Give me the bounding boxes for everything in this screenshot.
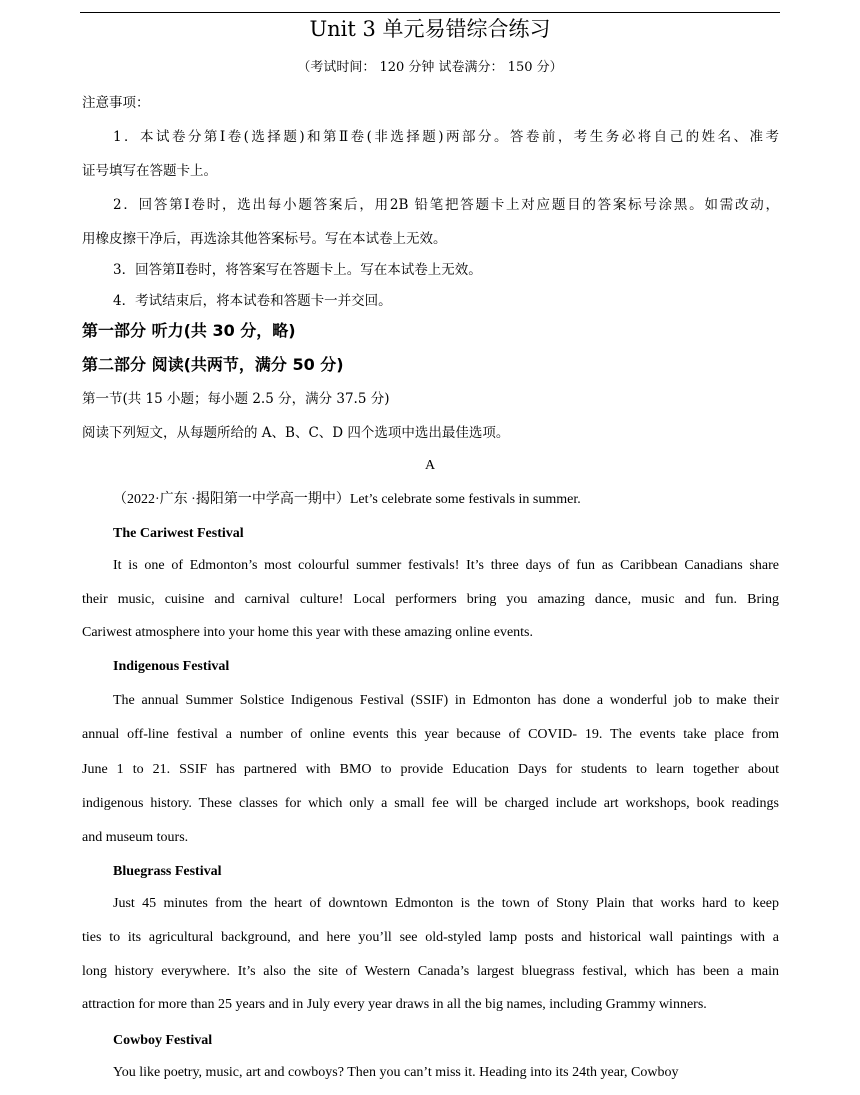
note-4: 4．考试结束后，将本试卷和答题卡一并交回。 — [113, 293, 392, 309]
bluegrass-line-2: ties to its agricultural background, and here you’ll see old-styled lamp posts and historical wall paintings with a — [82, 930, 779, 945]
notes-heading: 注意事项： — [82, 95, 150, 111]
exam-info: （考试时间： 120 分钟 试卷满分： 150 分） — [297, 60, 563, 75]
cariwest-line-3: Cariwest atmosphere into your home this year with these amazing online events. — [82, 625, 533, 640]
bluegrass-line-4: attraction for more than 25 years and in July every year draws in all the big names, including Grammy winners. — [82, 997, 707, 1012]
bluegrass-line-3: long history everywhere. It’s also the site of Western Canada’s largest bluegrass festival, which has been a main — [82, 964, 779, 979]
cariwest-line-1: It is one of Edmonton’s most colourful summer festivals! It’s three days of fun as Caribbean Canadians share — [113, 558, 779, 573]
indigenous-line-5: and museum tours. — [82, 830, 189, 845]
festival-heading-indigenous: Indigenous Festival — [113, 659, 230, 674]
bluegrass-line-1: Just 45 minutes from the heart of downtown Edmonton is the town of Stony Plain that works hard to keep — [113, 896, 779, 911]
festival-heading-bluegrass: Bluegrass Festival — [113, 864, 222, 879]
part-1-heading: 第一部分 听力(共 30 分，略) — [82, 321, 296, 340]
cowboy-line-1: You like poetry, music, art and cowboys? Then you can’t miss it. Heading into its 24th year, Cowboy — [113, 1065, 679, 1080]
note-3: 3．回答第Ⅱ卷时，将答案写在答题卡上。写在本试卷上无效。 — [113, 262, 482, 278]
note-1-line-2: 证号填写在答题卡上。 — [82, 163, 217, 179]
passage-label: A — [424, 458, 436, 473]
festival-heading-cariwest: The Cariwest Festival — [113, 526, 244, 541]
top-rule — [80, 12, 780, 13]
festival-heading-cowboy: Cowboy Festival — [113, 1033, 213, 1048]
section-1-heading: 第一节(共 15 小题；每小题 2.5 分，满分 37.5 分) — [82, 391, 390, 407]
page-title: Unit 3 单元易错综合练习 — [309, 17, 551, 41]
indigenous-line-4: indigenous history. These classes for which only a small fee will be charged include art workshops, book readings — [82, 796, 779, 811]
part-2-heading: 第二部分 阅读(共两节，满分 50 分) — [82, 355, 344, 374]
indigenous-line-2: annual off-line festival a number of online events this year because of COVID- 19. The events take place from — [82, 727, 779, 742]
note-2-line-2: 用橡皮擦干净后，再选涂其他答案标号。写在本试卷上无效。 — [82, 231, 447, 247]
instruction-text: 阅读下列短文，从每题所给的 A、B、C、D 四个选项中选出最佳选项。 — [82, 425, 510, 441]
passage-intro: （2022·广东 ·揭阳第一中学高一期中）Let’s celebrate some festivals in summer. — [113, 492, 581, 507]
note-1-line-1: 1．本试卷分第Ⅰ卷(选择题)和第Ⅱ卷(非选择题)两部分。答卷前，考生务必将自己的姓名、准考 — [113, 129, 779, 145]
indigenous-line-3: June 1 to 21. SSIF has partnered with BMO to provide Education Days for students to learn together about — [82, 762, 779, 777]
note-2-line-1: 2．回答第Ⅰ卷时，选出每小题答案后，用2B 铅笔把答题卡上对应题目的答案标号涂黑。如需改动， — [113, 197, 779, 213]
indigenous-line-1: The annual Summer Solstice Indigenous Festival (SSIF) in Edmonton has done a wonderful job to make their — [113, 693, 779, 708]
cariwest-line-2: their music, cuisine and carnival culture! Local performers bring you amazing dance, music and fun. Bring — [82, 592, 779, 607]
